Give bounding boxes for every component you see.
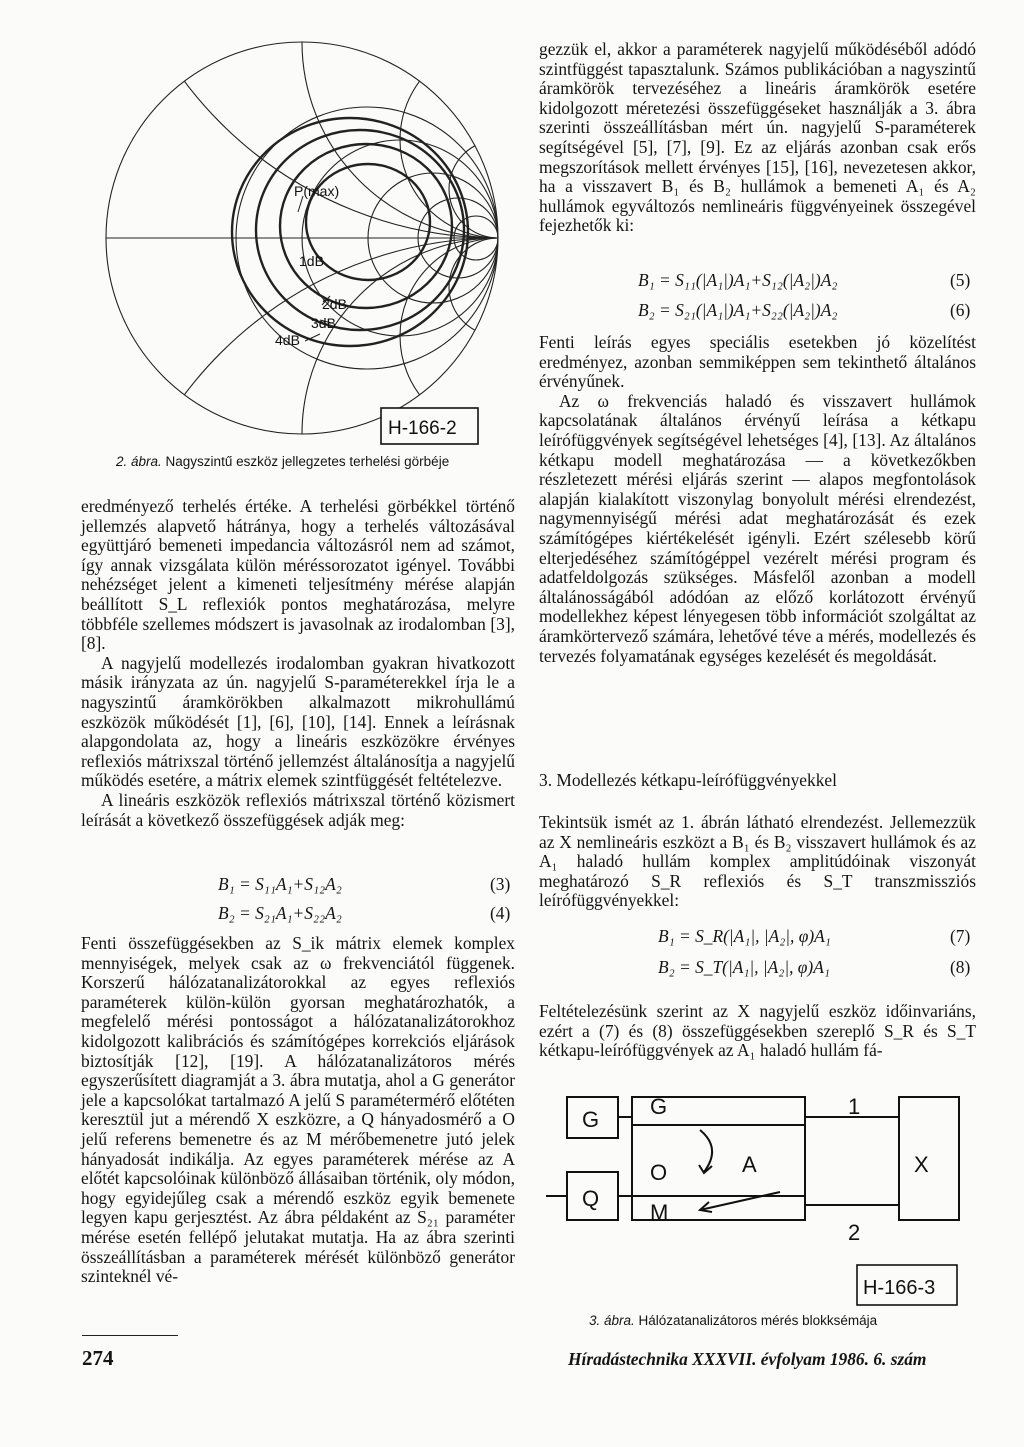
footer-rule [82, 1335, 178, 1336]
smith-chart-figure [100, 40, 520, 460]
right-paragraph-5: Feltételezésünk szerint az X nagyjelű eszköz időinvariáns, ezért a (7) és (8) összefüggésekben szereplő S_R és S_T kétkapu-leírófüggvények az A₁ haladó hullám fá- [539, 1001, 976, 1061]
figure3-caption-number: 3. ábra. [589, 1313, 635, 1328]
pmax-label: P(max) [294, 183, 340, 199]
db1-label: 1dB [299, 253, 324, 269]
figure2-tag: H-166-2 [388, 418, 457, 439]
right-column-top [539, 40, 976, 236]
quotient-label: Q [582, 1186, 600, 1211]
db4-label: 4dB [275, 332, 300, 348]
o-port-label: O [650, 1160, 668, 1185]
device-box [899, 1097, 959, 1220]
equation-8: B₂ = S_T(|A₁|, |A₂|, φ)A₁ [658, 957, 830, 977]
figure2-caption-number: 2. ábra. [116, 454, 162, 469]
block-diagram-figure [530, 780, 970, 1340]
equation-6-number: (6) [950, 300, 971, 320]
left-paragraph-2: A nagyjelű modellezés irodalomban gyakran hivatkozott másik irányzata az ún. nagyjelű S-paraméterekkel írja le a nagyszintű áramkörökben alkalmazott mikrohullámú eszközök működését [1], [6], [10], [14]. Ennek a leírásnak alapgondolata az, hogy a lineáris eszközökre érvényes reflexiós mátrixszal történő jellemzést általánosítja a nagyjelű működés esetére, a mátrix elemek szintfüggését feltételezve. [81, 652, 515, 791]
equation-6: B₂ = S₂₁(|A₁|)A₁+S₂₂(|A₂|)A₂ [638, 300, 838, 320]
port1-label: 1 [848, 1094, 861, 1119]
switch-network-label: A [742, 1152, 757, 1177]
db3-label: 3dB [311, 315, 336, 331]
right-paragraph-2: Fenti leírás egyes speciális esetekben jó közelítést eredményez, azonban semmiképpen sem tekinthető általános érvényűnek. [539, 332, 976, 392]
device-label: X [914, 1152, 929, 1177]
journal-line: Híradástechnika XXXVII. évfolyam 1986. 6. szám [568, 1349, 927, 1369]
generator-label: G [582, 1107, 600, 1132]
equation-3-number: (3) [490, 874, 511, 894]
equation-3: B₁ = S₁₁A₁+S₁₂A₂ [218, 874, 342, 894]
left-column-bottom [81, 934, 515, 1287]
right-paragraph-1: gezzük el, akkor a paraméterek nagyjelű működéséből adódó szintfüggést tapasztalunk. Számos publikációban a nagyszintű áramkörök tervezéséhez a lineáris áramkörök esetére kidolgozott méretezési összefüggéseket használják a 3. ábra szerinti összeállításban mért ún. nagyjelű S-paraméterek segítségével [5], [7], [9]. Ez az eljárás azonban csak erős megszorítások mellett érvényes [15], [16], nevezetesen akkor, ha a visszavert B₁ és B₂ hullámok a bemeneti A₁ és A₂ hullámok egyváltozós nemlineáris függvényeinek összegével fejezhetők ki: [539, 39, 976, 236]
m-port-label: M [650, 1200, 669, 1225]
figure3-caption [589, 1313, 877, 1329]
left-paragraph-1: eredményező terhelés értéke. A terhelési görbékkel történő jellemzés alapvető hátránya, hogy a terhelés változásával együttjáró bemeneti impedancia változásról nem ad számot, így annak vizsgálata külön méréssorozatot igényel. További nehézséget jelent a kimeneti teljesítmény mérése alapján beállított S_L reflexiók pontos meghatározása, melyre többféle szellemes módszert is javasolnak az irodalomban [3], [8]. [81, 496, 515, 654]
right-paragraph-3: Az ω frekvenciás haladó és visszavert hullámok kapcsolatának általános érvényű leírása a kétkapu leírófüggvények segítségével lehetséges [4], [13]. Az általános kétkapu modell meghatározása — a következőkben részletezett mérési eljárás szerint — alapos megfontolások alapján kialakított viszonylag bonyolult mérési elrendezést, nagymennyiségű mérési adat meghatározását és ezek számítógépes kiértékelését igényli. Ezért szélesebb körű elterjedéséhez számítógéppel vezérelt mérési program és adatfeldolgozás szükséges. Másfelől azonban a modell általánosságából adódóan az előző korlátozott érvényű modellekhez képest lényegesen több információt szolgáltat az áramkörtervező számára, lehetővé téve a mérés, modellezés és tervezés folyamatának egységes kezelését és megoldását. [539, 390, 976, 666]
left-column-top [81, 497, 515, 830]
equation-4: B₂ = S₂₁A₁+S₂₂A₂ [218, 903, 342, 923]
equation-7-number: (7) [950, 926, 971, 946]
db2-label: 2dB [322, 296, 347, 312]
port2-label: 2 [848, 1220, 861, 1245]
equation-8-number: (8) [950, 957, 971, 977]
equation-5: B₁ = S₁₁(|A₁|)A₁+S₁₂(|A₂|)A₂ [638, 270, 838, 290]
right-column-middle [539, 333, 976, 666]
left-paragraph-3: A lineáris eszközök reflexiós mátrixszal történő közismert leírását a következő összefüggések adják meg: [81, 789, 515, 830]
equation-5-number: (5) [950, 270, 971, 290]
page-number: 274 [82, 1346, 114, 1370]
equation-4-number: (4) [490, 903, 511, 923]
equation-7: B₁ = S_R(|A₁|, |A₂|, φ)A₁ [658, 926, 831, 946]
section-heading: 3. Modellezés kétkapu-leírófüggvényekkel [539, 770, 837, 790]
figure2-caption-text: Nagyszintű eszköz jellegzetes terhelési görbéje [165, 454, 450, 469]
figure3-tag: H-166-3 [863, 1277, 936, 1299]
g-path-label: G [650, 1094, 668, 1119]
figure3-caption-text: Hálózatanalizátoros mérés blokksémája [638, 1313, 878, 1328]
left-paragraph-4: Fenti összefüggésekben az S_ik mátrix elemek komplex mennyiségek, melyek csak az ω frekvenciától függenek. Korszerű hálózatanalizátorokkal az egyes reflexiós paraméterek külön-külön gyorsan meghatározhatók, a megfelelő mérési pontosságot a hálózatanalizátorokhoz kidolgozott kalibrációs és számítógépes korrekciós eljárások biztosítják [12], [19]. A hálózatanalizátoros mérés egyszerűsített diagramját a 3. ábra mutatja, ahol a G generátor jele a kapcsolókat tartalmazó A jelű S paramétermérő előtéten keresztül jut a mérendő X eszközre, a Q hányadosmérő a O jelű referens bemenetre és az M mérőbemenetre jutó jelek hányadosát indikálja. Az egyes paraméterek mérése az A előtét kapcsolóinak különböző állásaiban történik, oly módon, hogy egyidejűleg csak a mérendő eszköz egyik bemenete legyen kapu gerjesztést. Az ábra példaként az S₂₁ paraméter mérése esetén fellépő jelutakat mutatja. Ha az ábra szerinti összeállításban a paraméterek mérését különböző generátor szinteknél vé- [81, 933, 515, 1287]
right-paragraph-4: Tekintsük ismét az 1. ábrán látható elrendezést. Jellemezzük az X nemlineáris eszközt a B₁ és B₂ visszavert hullámok és az A₁ haladó hullám komplex amplitúdóinak viszonyát meghatározó S_R reflexiós és S_T transzmissziós leírófüggvényekkel: [539, 812, 976, 911]
figure2-caption [116, 454, 449, 470]
